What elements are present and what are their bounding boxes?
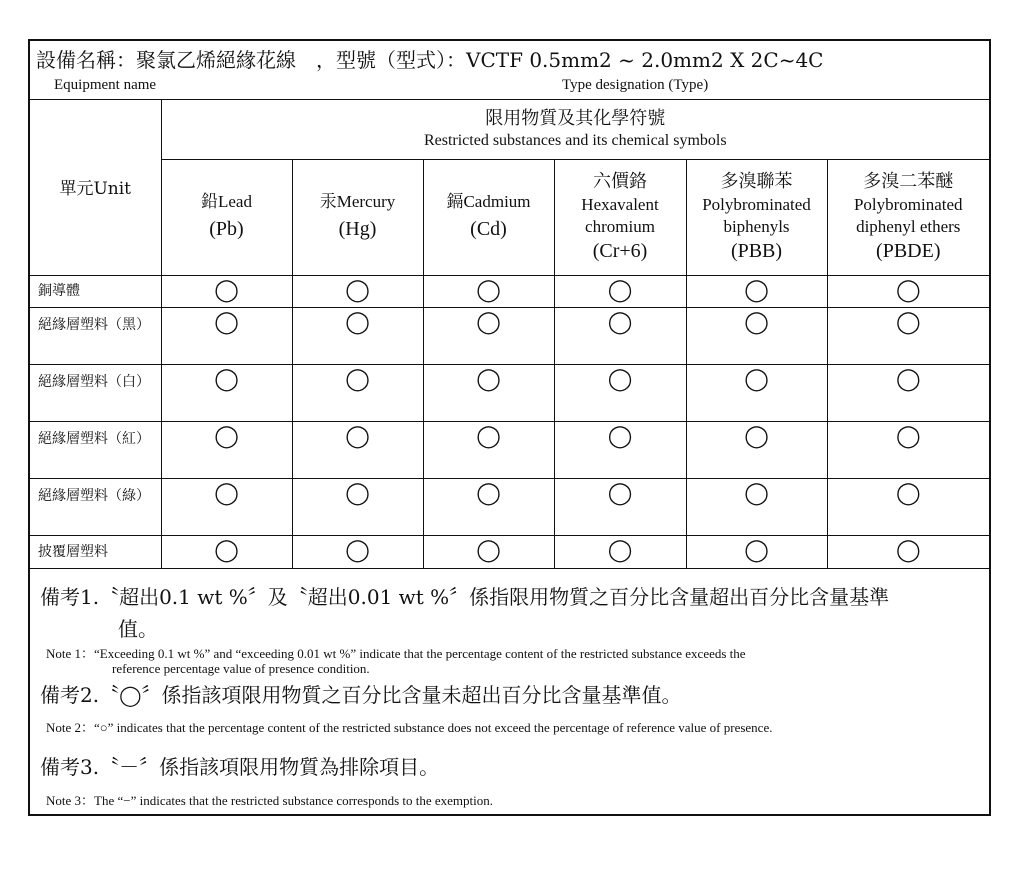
note-1-zh: 備考1.〝超出0.1 wt %〞及〝超出0.01 wt %〞係指限用物質之百分比含量超出百分比含量基準 [40, 585, 890, 609]
compliant-mark: ◯ [476, 309, 501, 335]
part-name: 絕緣層塑料（白） [30, 364, 161, 421]
substance-symbol: (Cr+6) [592, 240, 648, 262]
substance-symbol: (Hg) [338, 218, 377, 240]
part-name: 絕緣層塑料（紅） [30, 421, 161, 478]
compliant-mark: ◯ [214, 537, 239, 563]
note-1-en: Note 1：“Exceeding 0.1 wt %” and “exceeding 0.01 wt %” indicate that the percentage content of the restricted substance exceeds the [46, 646, 746, 661]
note-1-en-continued: reference percentage value of presence condition. [112, 661, 370, 676]
compliant-mark: ◯ [895, 366, 921, 392]
compliant-mark: ◯ [744, 423, 769, 449]
type-designation-label: Type designation (Type) [562, 77, 709, 93]
table-row [30, 421, 989, 478]
part-name: 銅導體 [30, 275, 161, 307]
substance-symbol: (Pb) [209, 218, 244, 240]
substance-name-en: Polybrominated [702, 195, 811, 214]
note-3-zh: 備考3.〝－〞係指該項限用物質為排除項目。 [40, 755, 440, 779]
part-name: 絕緣層塑料（黑） [30, 307, 161, 364]
substance-symbol: (PBB) [730, 240, 783, 262]
compliant-mark: ◯ [345, 366, 370, 392]
substance-symbol: (PBDE) [876, 240, 941, 262]
substance-name-en: diphenyl ethers [856, 217, 961, 236]
table-row [30, 535, 989, 568]
compliant-mark: ◯ [214, 366, 239, 392]
unit-header-cell [30, 99, 161, 275]
compliant-mark: ◯ [476, 423, 501, 449]
note-1-zh-continued: 值。 [118, 617, 158, 641]
compliant-mark: ◯ [744, 309, 769, 335]
compliant-mark: ◯ [895, 309, 921, 335]
compliant-mark: ◯ [607, 480, 633, 506]
compliant-mark: ◯ [895, 277, 921, 303]
substance-name-zh: 多溴二苯醚 [863, 171, 954, 192]
unit-header: 單元Unit [59, 179, 132, 200]
compliant-mark: ◯ [744, 277, 769, 303]
compliant-mark: ◯ [345, 277, 370, 303]
compliant-mark: ◯ [476, 537, 501, 563]
rohs-declaration-document [28, 39, 991, 816]
part-name: 披覆層塑料 [30, 535, 161, 568]
compliant-mark: ◯ [895, 480, 921, 506]
compliant-mark: ◯ [345, 423, 370, 449]
substance-header-lead [161, 159, 292, 275]
restricted-substances-header [161, 99, 989, 159]
substance-name-en: chromium [585, 217, 655, 236]
substance-header-pbde [827, 159, 989, 275]
compliant-mark: ◯ [744, 366, 769, 392]
substance-symbol: (Cd) [470, 218, 507, 240]
part-name: 絕緣層塑料（綠） [30, 478, 161, 535]
substance-header-cadmium [423, 159, 554, 275]
compliant-mark: ◯ [744, 537, 769, 563]
substance-header-pbb [686, 159, 827, 275]
substance-name: 鉛Lead [201, 192, 252, 211]
equipment-title: 設備名稱：聚氯乙烯絕緣花線 ，型號（型式）：VCTF 0.5mm2 ~ 2.0mm2 X 2C~4C [36, 48, 824, 72]
table-row [30, 364, 989, 421]
compliant-mark: ◯ [345, 309, 370, 335]
substance-name-en: biphenyls [723, 217, 790, 236]
table-row [30, 275, 989, 307]
substance-name-en: Polybrominated [853, 195, 963, 214]
restricted-substances-zh: 限用物質及其化學符號 [485, 107, 666, 129]
substance-header-hexavalent-chromium [554, 159, 686, 275]
restricted-substances-table [30, 99, 989, 569]
compliant-mark: ◯ [214, 309, 239, 335]
compliant-mark: ◯ [607, 537, 633, 563]
equipment-name-label: Equipment name [54, 77, 157, 93]
compliant-mark: ◯ [607, 423, 633, 449]
table-row [30, 307, 989, 364]
compliant-mark: ◯ [476, 366, 501, 392]
compliant-mark: ◯ [345, 537, 370, 563]
substance-name-zh: 六價鉻 [593, 171, 647, 192]
table-row [30, 478, 989, 535]
compliant-mark: ◯ [744, 480, 769, 506]
compliant-mark: ◯ [214, 277, 239, 303]
note-3-en: Note 3：The “−” indicates that the restricted substance corresponds to the exemption. [46, 793, 494, 808]
compliant-mark: ◯ [607, 277, 633, 303]
compliant-mark: ◯ [895, 537, 921, 563]
compliant-mark: ◯ [214, 423, 239, 449]
compliant-mark: ◯ [895, 423, 921, 449]
compliant-mark: ◯ [214, 480, 239, 506]
note-2-zh: 備考2.〝◯〞係指該項限用物質之百分比含量未超出百分比含量基準值。 [40, 683, 682, 707]
compliant-mark: ◯ [476, 277, 501, 303]
substance-name-zh: 多溴聯苯 [720, 171, 793, 192]
substance-name: 鎘Cadmium [446, 192, 531, 211]
compliant-mark: ◯ [607, 309, 633, 335]
note-2-en: Note 2：“○” indicates that the percentage content of the restricted substance does not exceed the percentage of reference value of presence. [46, 720, 773, 735]
equipment-header [30, 41, 989, 100]
restricted-substances-en: Restricted substances and its chemical symbols [423, 131, 727, 149]
substance-header-mercury [292, 159, 423, 275]
compliant-mark: ◯ [476, 480, 501, 506]
compliant-mark: ◯ [607, 366, 633, 392]
substance-name: 汞Mercury [319, 192, 396, 211]
compliant-mark: ◯ [345, 480, 370, 506]
substance-name-en: Hexavalent [581, 195, 659, 214]
